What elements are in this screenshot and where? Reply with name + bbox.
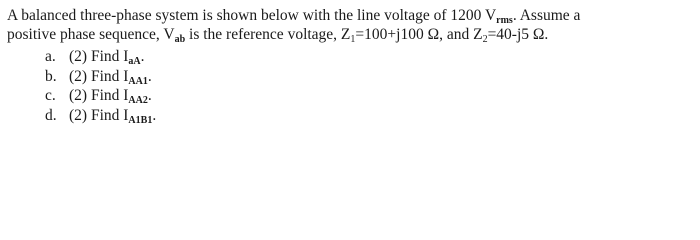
vrms-subscript: rms	[496, 15, 513, 26]
question-b	[7, 67, 693, 87]
question-a	[7, 47, 693, 67]
question-c	[7, 86, 693, 106]
question-list	[7, 47, 693, 125]
question-letter: a.	[45, 48, 56, 65]
question-letter: d.	[45, 106, 57, 124]
question-text: (2) Find $I_{A1B1}$.	[69, 106, 157, 126]
question-d	[7, 106, 693, 126]
question-letter: c.	[45, 87, 56, 104]
line2-part-c: =100+j100 Ω, and Z	[355, 26, 483, 43]
line1-tail: . Assume a	[512, 7, 581, 24]
vab-subscript: ab	[174, 34, 186, 45]
question-text: (2) Find $I_{AA2}$.	[69, 87, 152, 106]
question-text: (2) Find $I_{AA1}$.	[69, 67, 152, 87]
problem-statement	[7, 6, 693, 125]
line2-part-d: =40-j5 Ω.	[487, 26, 549, 43]
line2-part-b: is the reference voltage, Z	[185, 26, 351, 43]
line1-intro: A balanced three-phase system is shown below with the line voltage of 1200 V	[7, 7, 497, 24]
question-letter: b.	[45, 67, 57, 85]
z2-subscript: 2	[482, 34, 488, 45]
problem-line-2	[7, 25, 693, 44]
z1-subscript: 1	[350, 34, 356, 45]
line2-part-a: positive phase sequence, V	[7, 26, 175, 43]
problem-line-1	[7, 6, 693, 25]
question-text: (2) Find $I_{aA}$.	[69, 48, 145, 67]
